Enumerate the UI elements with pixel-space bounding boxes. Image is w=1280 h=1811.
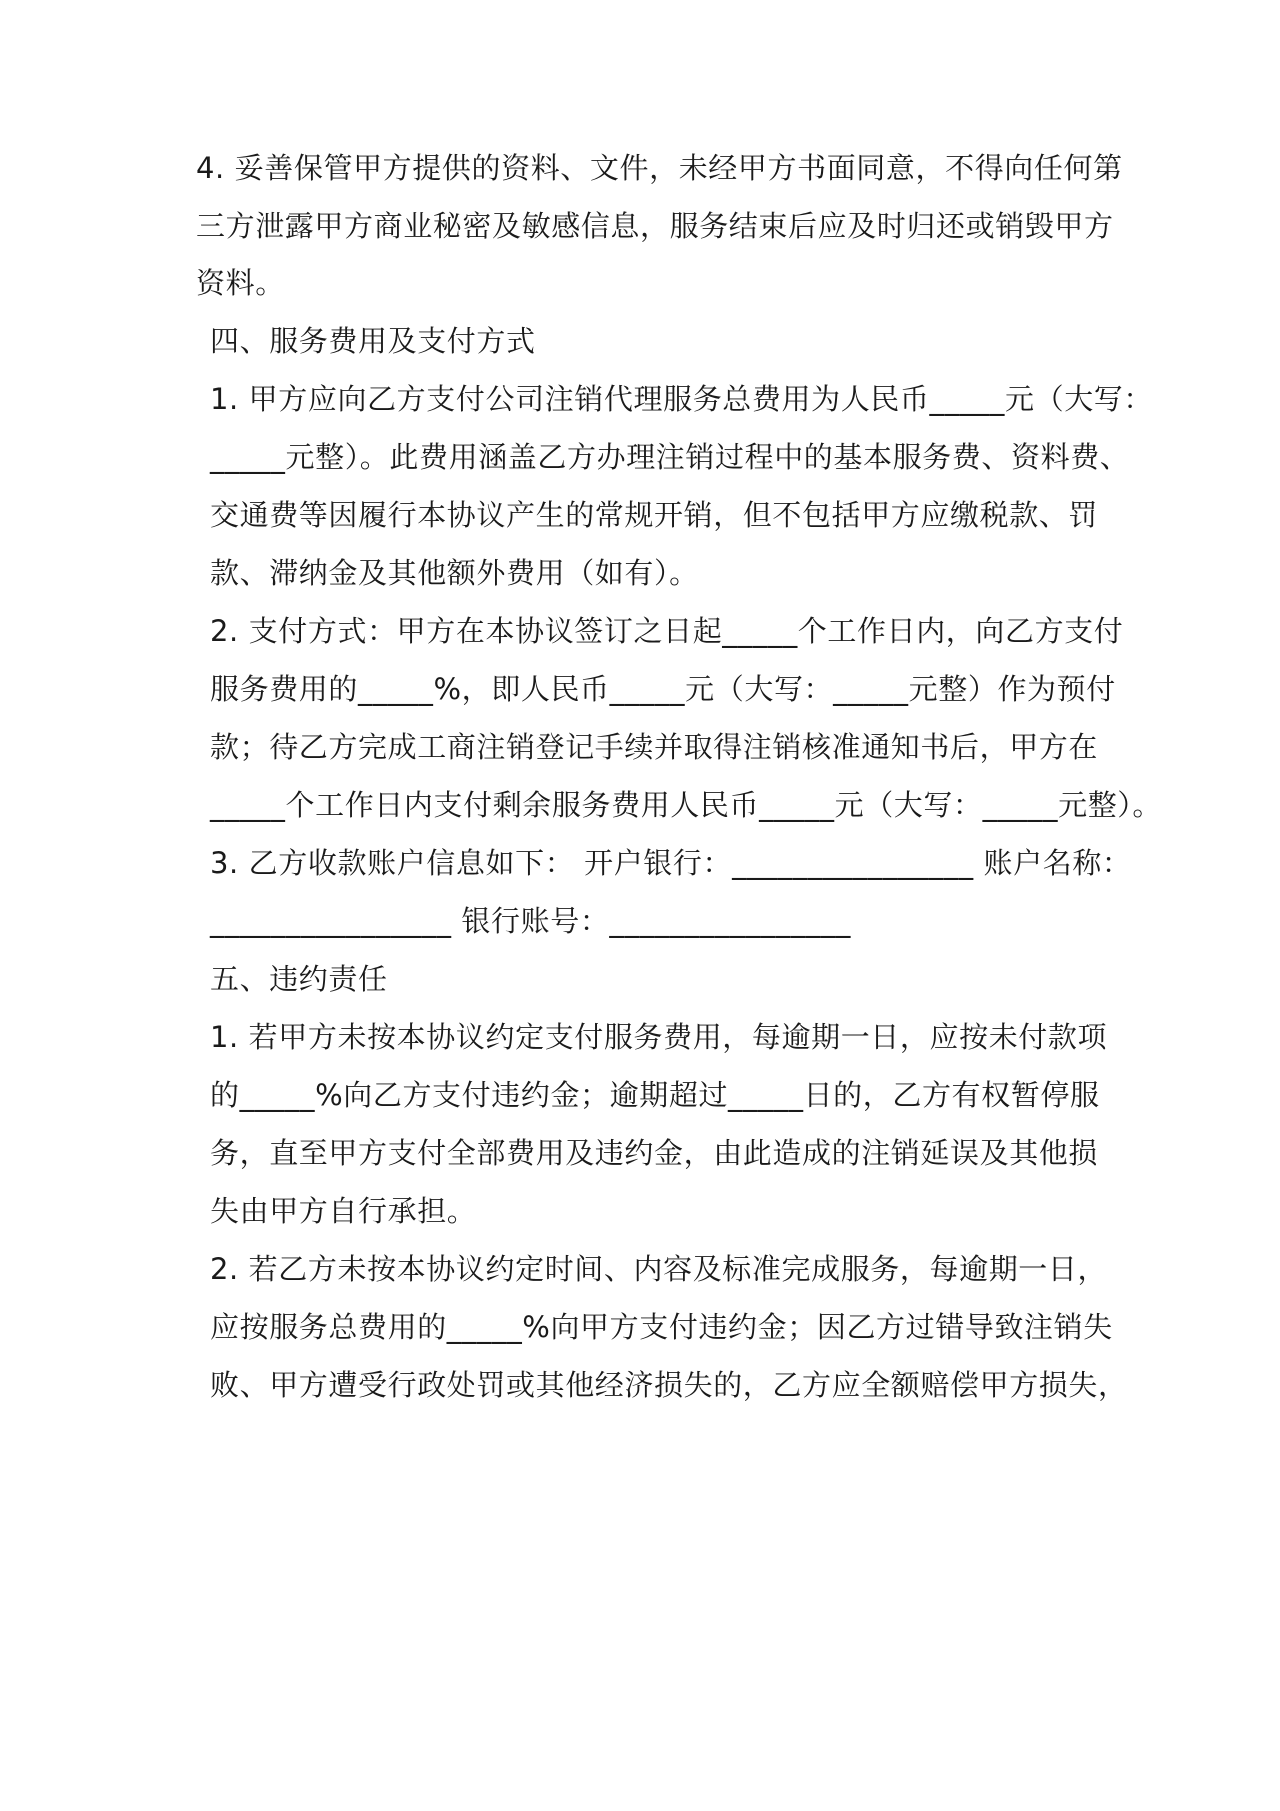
text-line: 款、滞纳金及其他额外费用（如有）。	[210, 556, 699, 590]
text-line: ________________ 银行账号：________________	[210, 904, 852, 938]
section-heading: 五、违约责任	[210, 962, 388, 996]
text-line: 服务费用的_____%，即人民币_____元（大写：_____元整）作为预付	[210, 672, 1116, 706]
text-line: 三方泄露甲方商业秘密及敏感信息，服务结束后应及时归还或销毁甲方	[196, 209, 1114, 243]
section-heading: 四、服务费用及支付方式	[210, 324, 536, 358]
text-line: 的_____%向乙方支付违约金；逾期超过_____日的，乙方有权暂停服	[210, 1078, 1100, 1112]
text-line: 3. 乙方收款账户信息如下： 开户银行：________________ 账户名称：	[210, 846, 1132, 880]
text-line: _____元整）。此费用涵盖乙方办理注销过程中的基本服务费、资料费、	[210, 440, 1130, 474]
text-line: 交通费等因履行本协议产生的常规开销，但不包括甲方应缴税款、罚	[210, 498, 1099, 532]
text-line: 1. 甲方应向乙方支付公司注销代理服务总费用为人民币_____元（大写：	[210, 382, 1153, 416]
text-line: 败、甲方遭受行政处罚或其他经济损失的，乙方应全额赔偿甲方损失，	[210, 1368, 1128, 1402]
text-line: 款；待乙方完成工商注销登记手续并取得注销核准通知书后，甲方在	[210, 730, 1099, 764]
text-line: 失由甲方自行承担。	[210, 1194, 477, 1228]
text-line: 务，直至甲方支付全部费用及违约金，由此造成的注销延误及其他损	[210, 1136, 1099, 1170]
text-line: _____个工作日内支付剩余服务费用人民币_____元（大写：_____元整）。	[210, 788, 1163, 822]
text-line: 2. 支付方式：甲方在本协议签订之日起_____个工作日内，向乙方支付	[210, 614, 1124, 648]
text-line: 应按服务总费用的_____%向甲方支付违约金；因乙方过错导致注销失	[210, 1310, 1113, 1344]
text-line: 4. 妥善保管甲方提供的资料、文件，未经甲方书面同意，不得向任何第	[196, 151, 1123, 185]
text-line: 1. 若甲方未按本协议约定支付服务费用，每逾期一日，应按未付款项	[210, 1020, 1108, 1054]
text-line: 2. 若乙方未按本协议约定时间、内容及标准完成服务，每逾期一日，	[210, 1252, 1108, 1286]
text-line: 资料。	[196, 266, 285, 300]
